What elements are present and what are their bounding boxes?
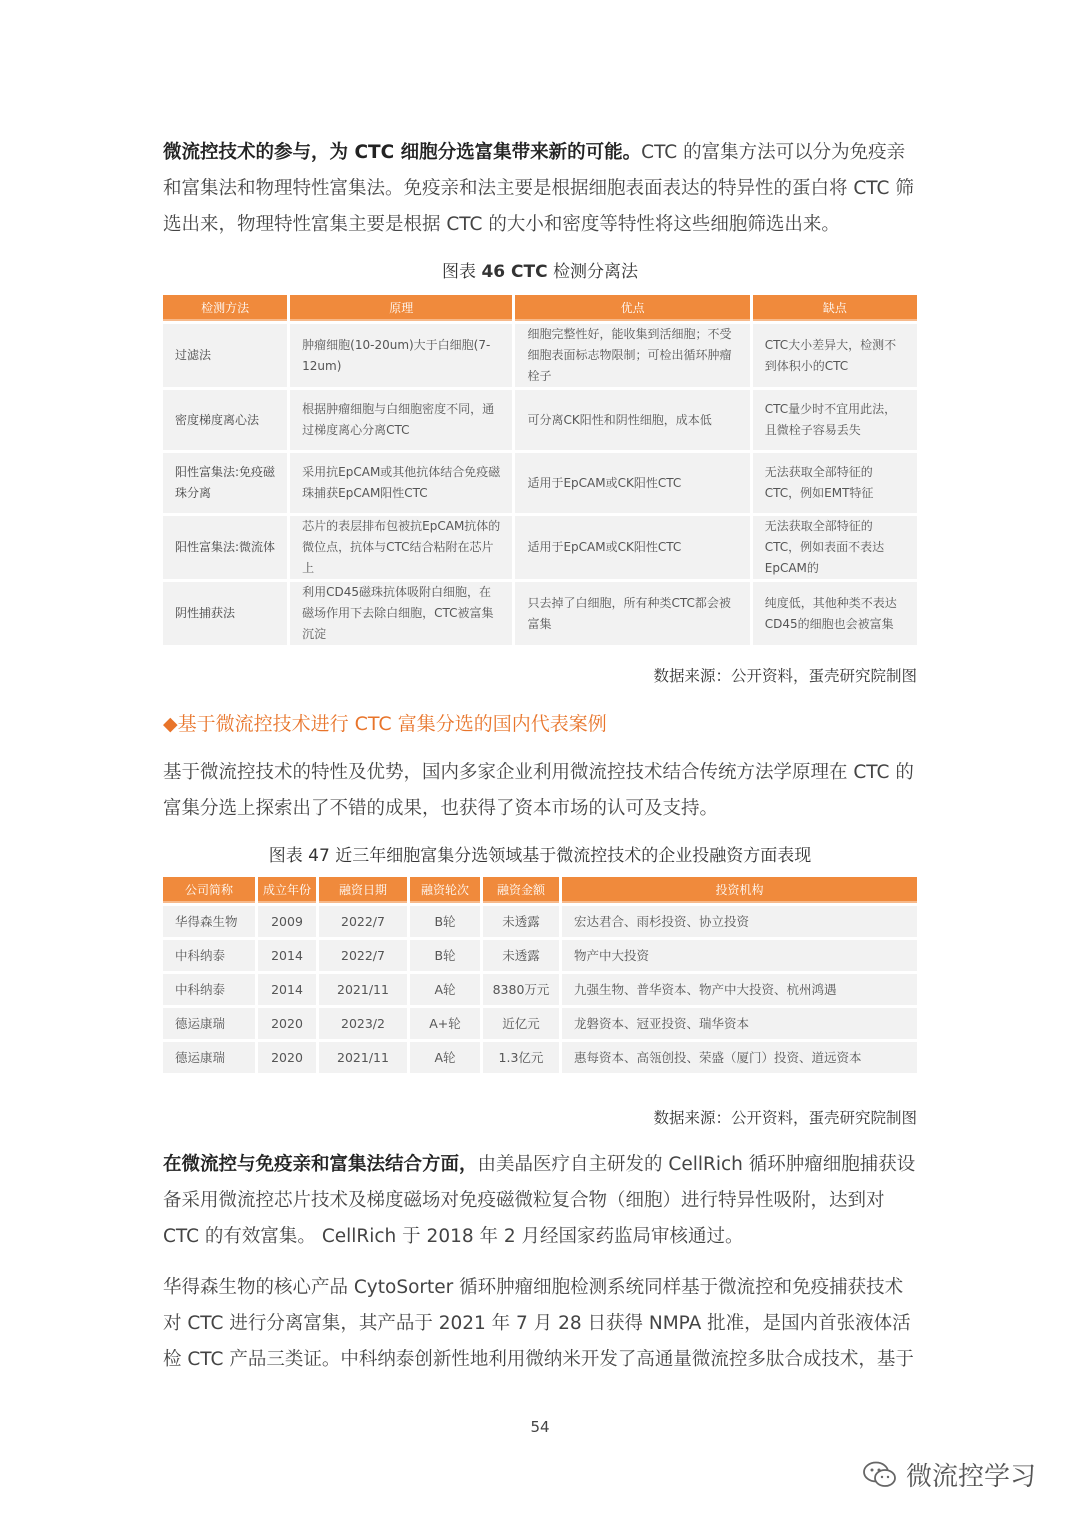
table-cell: 2022/7: [319, 940, 407, 971]
table-cell: 无法获取全部特征的CTC，例如表面不表达EpCAM的: [753, 516, 917, 579]
table-cell: 物产中大投资: [562, 940, 917, 971]
caption-title: 检测分离法: [547, 262, 638, 282]
table-cell: 阳性富集法:免疫磁珠分离: [163, 453, 287, 513]
table47-source: 数据来源：公开资料，蛋壳研究院制图: [653, 1109, 917, 1127]
table-cell: 未透露: [483, 940, 559, 971]
table-cell: 无法获取全部特征的CTC，例如EMT特征: [753, 453, 917, 513]
cellrich-text: 由美晶医疗自主研发的 CellRich 循环肿瘤细胞捕获设备采用微流控芯片技术及梯度磁场对免疫磁微粒复合物（细胞）进行特异性吸附，达到对 CTC 的有效富集。 CellRich 于 2018 年 2 月经国家药监局审核通过。: [163, 1154, 916, 1247]
table-cell: 中科纳泰: [163, 974, 255, 1005]
table-row: [163, 940, 917, 971]
table46-source: 数据来源：公开资料，蛋壳研究院制图: [653, 667, 917, 685]
header-cell: 优点: [515, 295, 749, 321]
table-cell: 龙磐资本、冠亚投资、瑞华资本: [562, 1008, 917, 1039]
table-cell: 阴性捕获法: [163, 582, 287, 645]
cellrich-bold: 在微流控与免疫亲和富集法结合方面，: [163, 1154, 478, 1175]
table-cell: 采用抗EpCAM或其他抗体结合免疫磁珠捕获EpCAM阳性CTC: [290, 453, 512, 513]
table-cell: 中科纳泰: [163, 940, 255, 971]
cytosorter-paragraph: 华得森生物的核心产品 CytoSorter 循环肿瘤细胞检测系统同样基于微流控和免疫捕获技术对 CTC 进行分离富集，其产品于 2021 年 7 月 28 日获得 NMPA 批准，是国内首张液体活检 CTC 产品三类证。中科纳泰创新性地利用微纳米开发了高通量微流控多肽合成技术，基于: [163, 1277, 914, 1370]
table-cell: CTC大小差异大，检测不到体积小的CTC: [753, 324, 917, 387]
table-cell: 过滤法: [163, 324, 287, 387]
table-cell: 密度梯度离心法: [163, 390, 287, 450]
table-cell: 宏达君合、雨杉投资、协立投资: [562, 906, 917, 937]
table-cell: 2020: [258, 1042, 316, 1073]
table-cell: 2014: [258, 940, 316, 971]
table-cell: CTC量少时不宜用此法，且微栓子容易丢失: [753, 390, 917, 450]
header-cell: 融资轮次: [410, 877, 480, 903]
table-row: [163, 906, 917, 937]
wechat-icon: [862, 1460, 898, 1490]
table-cell: 2021/11: [319, 974, 407, 1005]
table-cell: 适用于EpCAM或CK阳性CTC: [515, 516, 749, 579]
table-row: [163, 1042, 917, 1073]
table-cell: 2022/7: [319, 906, 407, 937]
table-cell: 细胞完整性好，能收集到活细胞；不受细胞表面标志物限制；可检出循环肿瘤栓子: [515, 324, 749, 387]
table-cell: A轮: [410, 974, 480, 1005]
table-row: [163, 516, 917, 579]
table-row: [163, 390, 917, 450]
table-row: [163, 324, 917, 387]
intro-text: CTC 的富集方法可以分为免疫亲和富集法和物理特性富集法。免疫亲和法主要是根据细胞表面表达的特异性的蛋白将 CTC 筛选出来，物理特性富集主要是根据 CTC 的大小和密度等特性将这些细胞筛选出来。: [163, 142, 914, 235]
watermark: [862, 1456, 1036, 1493]
header-cell: 公司简称: [163, 877, 255, 903]
table46-caption: [0, 257, 1080, 282]
watermark-text: 微流控学习: [906, 1462, 1037, 1492]
header-cell: 投资机构: [562, 877, 917, 903]
intro-paragraph: [163, 135, 917, 243]
table-row: [163, 582, 917, 645]
header-cell: 融资金额: [483, 877, 559, 903]
caption-number: 46 CTC: [481, 262, 548, 282]
table-cell: 只去掉了白细胞，所有种类CTC都会被富集: [515, 582, 749, 645]
table-cell: 未透露: [483, 906, 559, 937]
table-cell: 2021/11: [319, 1042, 407, 1073]
section-paragraph: 基于微流控技术的特性及优势，国内多家企业利用微流控技术结合传统方法学原理在 CTC 的富集分选上探索出了不错的成果，也获得了资本市场的认可及支持。: [163, 762, 914, 819]
ctc-methods-table: [160, 292, 920, 648]
table-cell: 根据肿瘤细胞与白细胞密度不同，通过梯度离心分离CTC: [290, 390, 512, 450]
caption-prefix: 图表: [442, 262, 482, 282]
table-cell: 德运康瑞: [163, 1042, 255, 1073]
table-cell: 德运康瑞: [163, 1008, 255, 1039]
page-number: 54: [530, 1418, 550, 1436]
table-cell: 2023/2: [319, 1008, 407, 1039]
table-cell: 惠每资本、高瓴创投、荣盛（厦门）投资、道远资本: [562, 1042, 917, 1073]
table-cell: 芯片的表层排布包被抗EpCAM抗体的微位点，抗体与CTC结合粘附在芯片上: [290, 516, 512, 579]
table-cell: 2014: [258, 974, 316, 1005]
table-header-row: [163, 295, 917, 321]
table-row: [163, 453, 917, 513]
financing-table: [160, 874, 920, 1076]
table47-caption: 图表 47 近三年细胞富集分选领域基于微流控技术的企业投融资方面表现: [268, 846, 812, 866]
header-cell: 检测方法: [163, 295, 287, 321]
header-cell: 成立年份: [258, 877, 316, 903]
table-cell: 近亿元: [483, 1008, 559, 1039]
table-cell: 利用CD45磁珠抗体吸附白细胞，在磁场作用下去除白细胞，CTC被富集沉淀: [290, 582, 512, 645]
table-row: [163, 974, 917, 1005]
table-cell: 纯度低，其他种类不表达CD45的细胞也会被富集: [753, 582, 917, 645]
header-cell: 原理: [290, 295, 512, 321]
table-cell: 九强生物、普华资本、物产中大投资、杭州鸿遇: [562, 974, 917, 1005]
table-cell: 2009: [258, 906, 316, 937]
header-cell: 融资日期: [319, 877, 407, 903]
table-cell: 可分离CK阳性和阴性细胞，成本低: [515, 390, 749, 450]
table-header-row: [163, 877, 917, 903]
table-cell: A+轮: [410, 1008, 480, 1039]
table-cell: B轮: [410, 906, 480, 937]
table-cell: 2020: [258, 1008, 316, 1039]
table-cell: 8380万元: [483, 974, 559, 1005]
table-cell: A轮: [410, 1042, 480, 1073]
table-cell: 适用于EpCAM或CK阳性CTC: [515, 453, 749, 513]
table-row: [163, 1008, 917, 1039]
table-cell: 肿瘤细胞(10-20um)大于白细胞(7-12um): [290, 324, 512, 387]
table-cell: B轮: [410, 940, 480, 971]
intro-bold: 微流控技术的参与，为 CTC 细胞分选富集带来新的可能。: [163, 142, 642, 163]
section-heading: ◆基于微流控技术进行 CTC 富集分选的国内代表案例: [163, 713, 607, 735]
table-cell: 1.3亿元: [483, 1042, 559, 1073]
table-cell: 华得森生物: [163, 906, 255, 937]
table-cell: 阳性富集法:微流体: [163, 516, 287, 579]
header-cell: 缺点: [753, 295, 917, 321]
cellrich-paragraph: [163, 1147, 917, 1255]
